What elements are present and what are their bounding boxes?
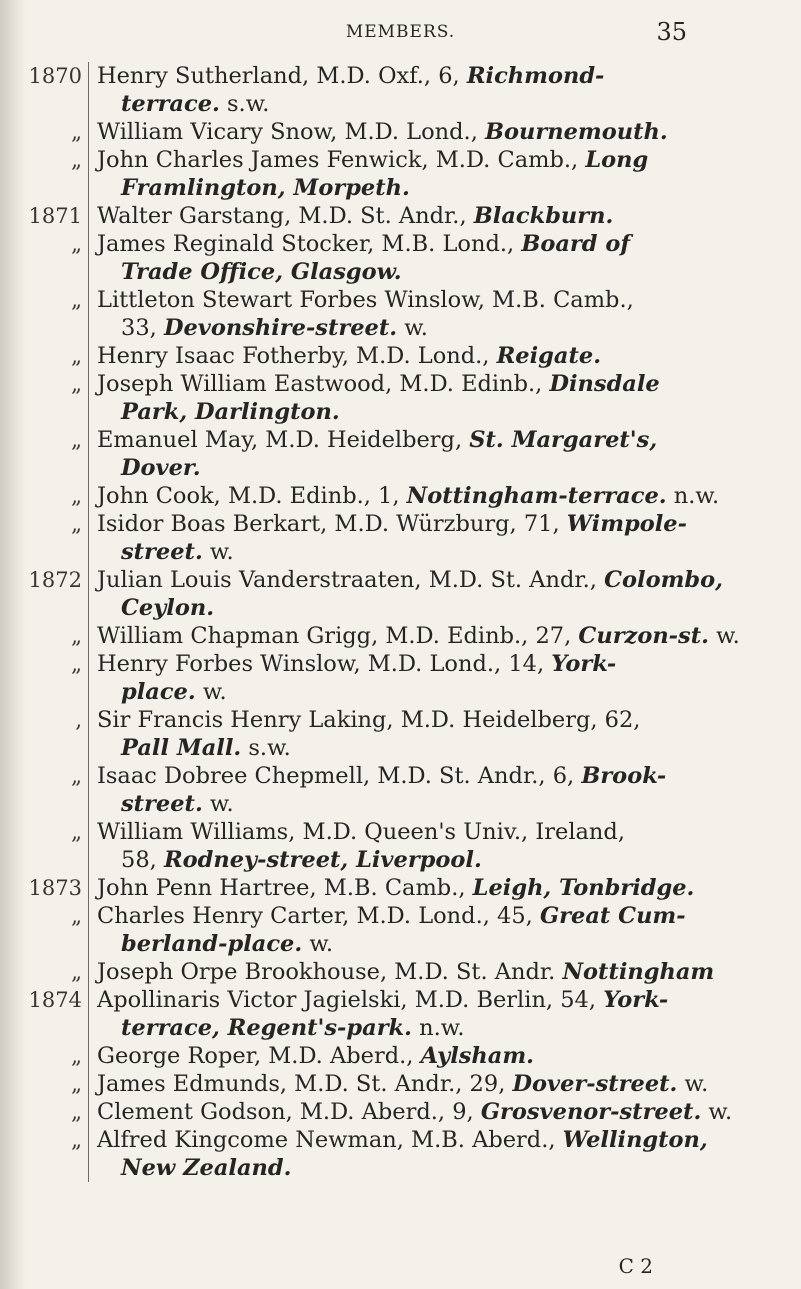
place-name: Rodney-street, Liverpool. [163,847,482,873]
place-name: street. [121,791,203,817]
member-text [88,762,748,818]
member-entry [28,566,748,622]
election-year: „ [71,1072,82,1096]
member-name-line [97,818,748,846]
member-name-line [97,706,748,734]
entry-text: William Vicary Snow, M.D. Lond., [97,119,486,145]
member-text [88,706,748,762]
entry-text: Alfred Kingcome Newman, M.B. Aberd., [97,1127,563,1153]
member-entry [28,370,748,426]
member-name-line [97,902,748,930]
member-text [88,146,748,202]
entry-text: James Reginald Stocker, M.B. Lond., [97,231,522,257]
entry-text: w. [708,623,740,649]
place-name: Long [585,147,649,173]
member-entry [28,230,748,286]
member-address-line [97,678,748,706]
member-entry [28,874,748,902]
entry-text: John Charles James Fenwick, M.D. Camb., [97,147,586,173]
member-address-line [97,174,748,202]
member-text [88,1126,748,1182]
member-text [88,230,748,286]
entry-text: w. [195,679,227,705]
member-entry [28,650,748,706]
member-text [88,874,748,902]
election-year: „ [71,1128,82,1152]
place-name: Richmond- [466,63,605,89]
member-address-line [97,258,748,286]
member-entry [28,958,748,986]
member-entry [28,1070,748,1098]
entry-text: w. [677,1071,709,1097]
entry-text: John Penn Hartree, M.B. Camb., [97,875,473,901]
member-entry [28,1098,748,1126]
member-name-line [97,118,748,146]
page-number: 35 [656,18,687,46]
entry-text: w. [302,931,334,957]
member-address-line [97,930,748,958]
election-year: „ [71,512,82,536]
member-entry [28,622,748,650]
entry-text: James Edmunds, M.D. St. Andr., 29, [97,1071,513,1097]
running-title: MEMBERS. [345,22,456,42]
member-name-line [97,202,748,230]
place-name: Dover. [121,455,201,481]
place-name: Pall Mall. [121,735,242,761]
place-name: Nottingham-terrace. [406,483,667,509]
entry-text: Emanuel May, M.D. Heidelberg, [97,427,470,453]
member-entry [28,118,748,146]
member-entry [28,342,748,370]
place-name: York- [603,987,669,1013]
election-year: „ [71,344,82,368]
member-address-line [97,846,748,874]
election-year: 1871 [28,204,82,228]
place-name: Board of [521,231,631,257]
entry-text: s.w. [219,91,270,117]
place-name: Grosvenor-street. [480,1099,702,1125]
member-text [88,202,748,230]
election-year: 1870 [28,64,82,88]
member-entry [28,510,748,566]
member-name-line [97,1098,748,1126]
place-name: Leigh, Tonbridge. [472,875,695,901]
election-year: , [75,708,82,732]
member-text [88,482,748,510]
member-text [88,902,748,958]
election-year: „ [71,904,82,928]
place-name: terrace. [121,91,220,117]
entry-text: w. [202,791,234,817]
member-address-line [97,1014,748,1042]
entry-text: w. [202,539,234,565]
entry-text: Henry Forbes Winslow, M.D. Lond., 14, [97,651,552,677]
entry-text: w. [701,1099,733,1125]
entry-text: n.w. [666,483,720,509]
member-entry [28,706,748,762]
place-name: Devonshire-street. [163,315,398,341]
member-text [88,426,748,482]
member-name-line [97,510,748,538]
place-name: Nottingham [562,959,715,985]
entry-text: Joseph Orpe Brookhouse, M.D. St. Andr. [97,959,563,985]
election-year: „ [71,1100,82,1124]
member-address-line [97,1154,748,1182]
entry-text: Clement Godson, M.D. Aberd., 9, [97,1099,481,1125]
entry-text: John Cook, M.D. Edinb., 1, [97,483,407,509]
place-name: Bournemouth. [485,119,668,145]
entry-text: William Williams, M.D. Queen's Univ., Ireland, [97,819,625,845]
place-name: Dover-street. [512,1071,678,1097]
election-year: „ [71,288,82,312]
election-year: „ [71,428,82,452]
place-name: Framlington, Morpeth. [121,175,410,201]
member-text [88,118,748,146]
entry-text: Walter Garstang, M.D. St. Andr., [97,203,474,229]
entry-text: Isaac Dobree Chepmell, M.D. St. Andr., 6, [97,763,582,789]
member-name-line [97,874,748,902]
entry-text: 58, [121,847,164,873]
election-year: „ [71,960,82,984]
member-address-line [97,90,748,118]
place-name: berland-place. [121,931,303,957]
member-entry [28,1042,748,1070]
member-text [88,986,748,1042]
place-name: Ceylon. [121,595,215,621]
election-year: 1872 [28,568,82,592]
member-entry [28,902,748,958]
place-name: Dinsdale [549,371,660,397]
entry-text: Henry Isaac Fotherby, M.D. Lond., [97,343,497,369]
election-year: „ [71,232,82,256]
member-entry [28,202,748,230]
election-year: 1874 [28,988,82,1012]
member-text [88,510,748,566]
place-name: Great Cum- [539,903,686,929]
member-entry [28,426,748,482]
member-name-line [97,1070,748,1098]
place-name: Wimpole- [566,511,687,537]
member-name-line [97,566,748,594]
member-entry [28,482,748,510]
member-name-line [97,342,748,370]
place-name: Reigate. [496,343,602,369]
member-name-line [97,286,748,314]
member-text [88,62,748,118]
member-text [88,1070,748,1098]
entry-text: s.w. [241,735,291,761]
member-name-line [97,62,748,90]
member-name-line [97,1042,748,1070]
election-year: „ [71,764,82,788]
member-address-line [97,454,748,482]
election-year: „ [71,820,82,844]
place-name: terrace, Regent's-park. [121,1015,412,1041]
member-text [88,286,748,342]
member-address-line [97,538,748,566]
member-address-line [97,790,748,818]
entry-text: Joseph William Eastwood, M.D. Edinb., [97,371,550,397]
election-year: 1873 [28,876,82,900]
member-name-line [97,650,748,678]
page-header [0,18,801,52]
member-text [88,958,748,986]
entry-text: Julian Louis Vanderstraaten, M.D. St. Andr., [97,567,605,593]
member-entry [28,146,748,202]
place-name: Park, Darlington. [121,399,340,425]
election-year: „ [71,372,82,396]
entry-text: Charles Henry Carter, M.D. Lond., 45, [97,903,540,929]
member-entry [28,286,748,342]
entry-text: William Chapman Grigg, M.D. Edinb., 27, [97,623,579,649]
member-name-line [97,370,748,398]
member-text [88,370,748,426]
members-list [28,62,748,1182]
member-name-line [97,482,748,510]
member-address-line [97,734,748,762]
member-text [88,1042,748,1070]
member-name-line [97,958,748,986]
election-year: „ [71,120,82,144]
member-name-line [97,1126,748,1154]
place-name: street. [121,539,203,565]
place-name: Trade Office, Glasgow. [121,259,402,285]
member-name-line [97,986,748,1014]
place-name: place. [121,679,196,705]
member-address-line [97,398,748,426]
member-address-line [97,314,748,342]
member-address-line [97,594,748,622]
member-name-line [97,146,748,174]
member-name-line [97,230,748,258]
member-entry [28,62,748,118]
election-year: „ [71,1044,82,1068]
member-text [88,818,748,874]
place-name: Aylsham. [420,1043,534,1069]
entry-text: Sir Francis Henry Laking, M.D. Heidelberg, 62, [97,707,641,733]
signature-mark: C 2 [618,1254,653,1278]
place-name: St. Margaret's, [469,427,658,453]
election-year: „ [71,652,82,676]
place-name: Colombo, [604,567,723,593]
member-text [88,650,748,706]
member-name-line [97,426,748,454]
member-name-line [97,762,748,790]
entry-text: Isidor Boas Berkart, M.D. Würzburg, 71, [97,511,567,537]
election-year: „ [71,484,82,508]
entry-text: Apollinaris Victor Jagielski, M.D. Berlin, 54, [97,987,604,1013]
entry-text: Littleton Stewart Forbes Winslow, M.B. Camb., [97,287,634,313]
place-name: York- [551,651,617,677]
member-entry [28,762,748,818]
election-year: „ [71,148,82,172]
place-name: Brook- [581,763,667,789]
entry-text: George Roper, M.D. Aberd., [97,1043,421,1069]
member-text [88,622,748,650]
entry-text: w. [397,315,428,341]
entry-text: Henry Sutherland, M.D. Oxf., 6, [97,63,467,89]
page-gutter-shadow [0,0,26,1289]
election-year: „ [71,624,82,648]
member-entry [28,818,748,874]
member-text [88,342,748,370]
place-name: New Zealand. [121,1155,292,1181]
place-name: Curzon-st. [578,623,709,649]
entry-text: 33, [121,315,164,341]
member-entry [28,1126,748,1182]
member-name-line [97,622,748,650]
member-entry [28,986,748,1042]
entry-text: n.w. [411,1015,465,1041]
place-name: Wellington, [562,1127,708,1153]
member-text [88,1098,748,1126]
member-text [88,566,748,622]
place-name: Blackburn. [473,203,614,229]
